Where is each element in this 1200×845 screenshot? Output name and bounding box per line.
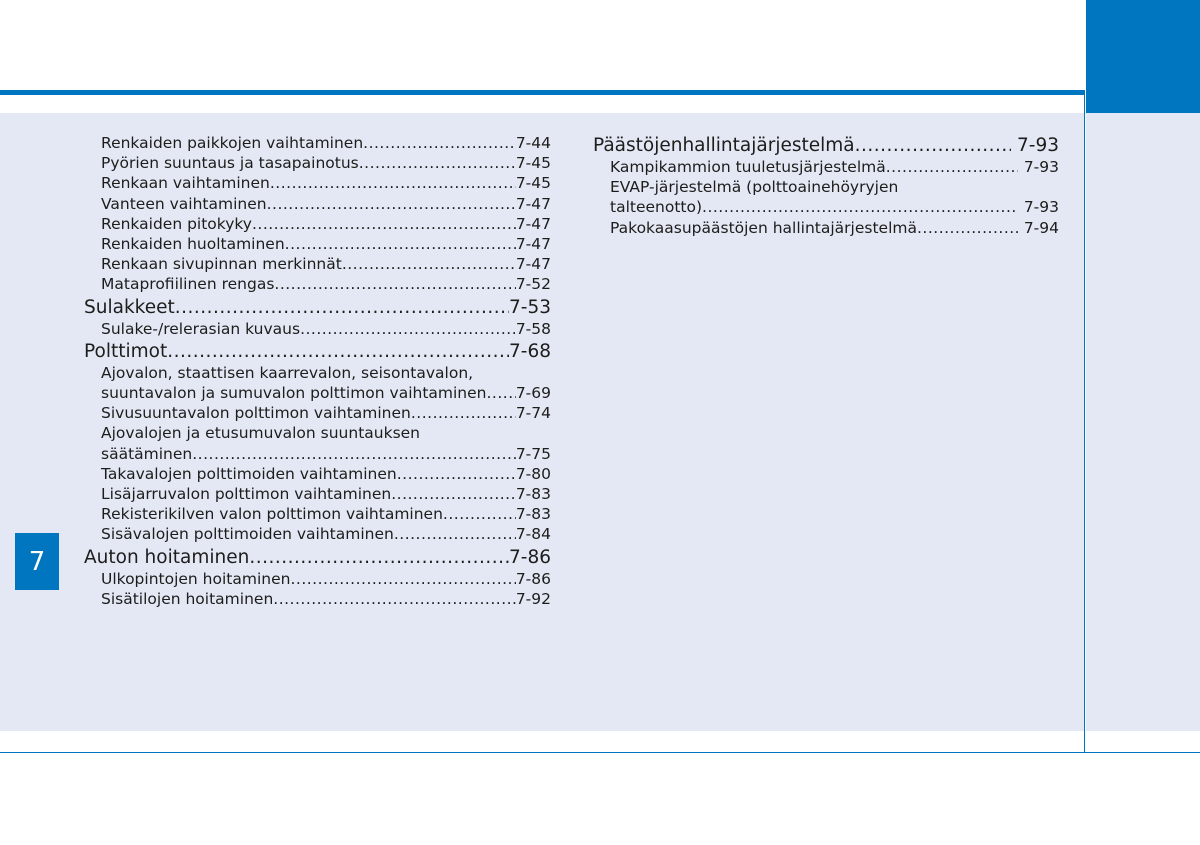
toc-entry[interactable]: Renkaiden paikkojen vaihtaminen ..... 7-44	[84, 133, 551, 153]
toc-entry[interactable]: säätäminen ..... 7-75	[84, 444, 551, 464]
toc-entry[interactable]: Lisäjarruvalon polttimon vaihtaminen ..... 7-83	[84, 484, 551, 504]
toc-entry-line[interactable]: Ajovalon, staattisen kaarrevalon, seisontavalon,	[101, 363, 474, 382]
toc-entry[interactable]: Renkaan vaihtaminen ..... 7-45	[84, 173, 551, 193]
toc-entry-line[interactable]: Ajovalojen ja etusumuvalon suuntauksen	[101, 424, 421, 443]
chapter-tab: 7	[15, 533, 59, 590]
toc-entry[interactable]: Renkaiden huoltaminen ..... 7-47	[84, 234, 551, 254]
top-rule	[0, 90, 1085, 95]
side-panel	[1086, 113, 1200, 731]
toc-entry[interactable]: Renkaiden pitokyky ..... 7-47	[84, 214, 551, 234]
toc-entry[interactable]: Kampikammion tuuletusjärjestelmä ..... 7-93	[593, 157, 1059, 177]
toc-entry[interactable]: Pakokaasupäästöjen hallintajärjestelmä ..... 7-94	[593, 218, 1059, 238]
toc-left-column	[84, 133, 551, 609]
toc-entry[interactable]: Sulake-/relerasian kuvaus ..... 7-58	[84, 319, 551, 339]
toc-section-paastojenhallinta[interactable]: Päästöjenhallintajärjestelmä ..... 7-93	[593, 134, 1059, 157]
toc-entry[interactable]: Pyörien suuntaus ja tasapainotus ..... 7-45	[84, 153, 551, 173]
toc-entry[interactable]: Sivusuuntavalon polttimon vaihtaminen ..... 7-74	[84, 403, 551, 423]
toc-entry[interactable]: suuntavalon ja sumuvalon polttimon vaihtaminen ..... 7-69	[84, 383, 551, 403]
vertical-rule	[1084, 95, 1085, 753]
toc-entry[interactable]: Renkaan sivupinnan merkinnät ..... 7-47	[84, 254, 551, 274]
toc-entry[interactable]: Ulkopintojen hoitaminen ..... 7-86	[84, 569, 551, 589]
toc-entry[interactable]: Rekisterikilven valon polttimon vaihtaminen ..... 7-83	[84, 504, 551, 524]
toc-entry[interactable]: Vanteen vaihtaminen ..... 7-47	[84, 194, 551, 214]
toc-entry[interactable]: Takavalojen polttimoiden vaihtaminen ..... 7-80	[84, 464, 551, 484]
toc-section-sulakkeet[interactable]: Sulakkeet ..... 7-53	[84, 296, 551, 319]
bottom-rule	[0, 752, 1200, 753]
toc-entry-line[interactable]: EVAP-järjestelmä (polttoainehöyryjen	[610, 178, 899, 197]
corner-block	[1086, 0, 1200, 113]
toc-entry[interactable]: Sisätilojen hoitaminen ..... 7-92	[84, 589, 551, 609]
toc-entry[interactable]: Sisävalojen polttimoiden vaihtaminen ..... 7-84	[84, 524, 551, 544]
toc-entry[interactable]: Mataprofiilinen rengas ..... 7-52	[84, 274, 551, 294]
toc-entry[interactable]: talteenotto) ..... 7-93	[593, 197, 1059, 217]
toc-section-auton-hoitaminen[interactable]: Auton hoitaminen ..... 7-86	[84, 546, 551, 569]
toc-section-polttimot[interactable]: Polttimot ..... 7-68	[84, 340, 551, 363]
toc-right-column	[593, 133, 1059, 238]
